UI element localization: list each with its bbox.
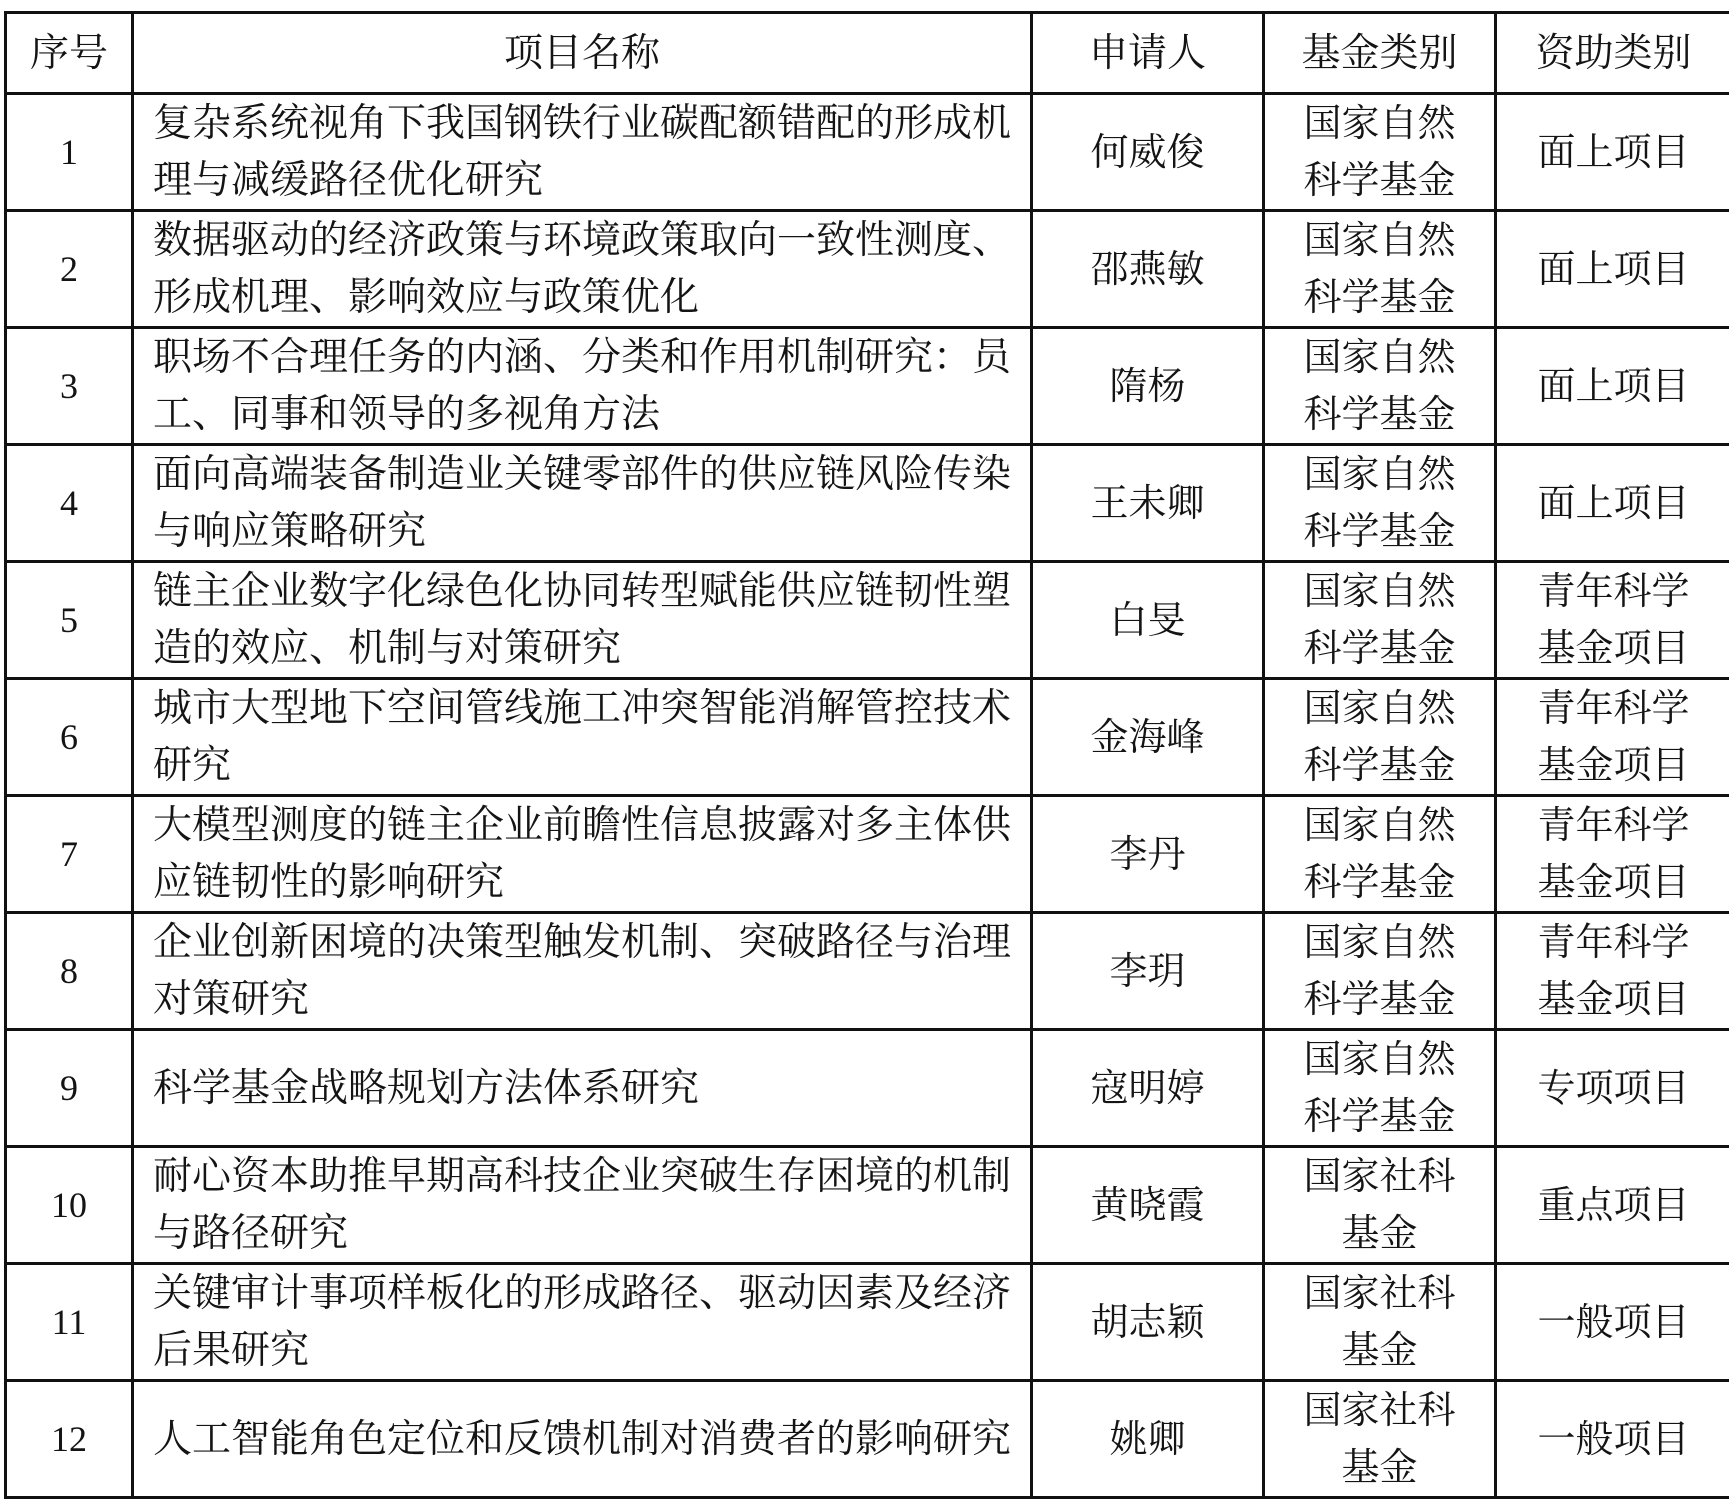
cell-project-name: 数据驱动的经济政策与环境政策取向一致性测度、形成机理、影响效应与政策优化 — [133, 211, 1032, 328]
table-row — [6, 445, 1729, 562]
funding-type-text: 重点项目 — [1537, 1182, 1690, 1227]
cell-funding-type — [1496, 328, 1729, 445]
header-fund-category: 基金类别 — [1264, 13, 1496, 94]
fund-category-text: 国家社科基金 — [1303, 1271, 1456, 1372]
cell-serial-number: 10 — [6, 1147, 133, 1264]
header-row — [6, 13, 1729, 94]
funding-type-text: 面上项目 — [1537, 480, 1690, 525]
cell-fund-category — [1264, 679, 1496, 796]
cell-serial-number: 9 — [6, 1030, 133, 1147]
cell-applicant: 隋杨 — [1032, 328, 1264, 445]
cell-fund-category — [1264, 1264, 1496, 1381]
cell-serial-number: 6 — [6, 679, 133, 796]
table-row — [6, 1030, 1729, 1147]
cell-funding-type — [1496, 1147, 1729, 1264]
table-row — [6, 1381, 1729, 1498]
cell-fund-category — [1264, 1030, 1496, 1147]
cell-serial-number: 12 — [6, 1381, 133, 1498]
cell-applicant: 邵燕敏 — [1032, 211, 1264, 328]
funding-type-text: 一般项目 — [1537, 1299, 1690, 1344]
fund-category-text: 国家社科基金 — [1303, 1388, 1456, 1489]
fund-category-text: 国家自然科学基金 — [1303, 452, 1456, 553]
table-row — [6, 913, 1729, 1030]
cell-funding-type — [1496, 796, 1729, 913]
fund-category-text: 国家社科基金 — [1303, 1154, 1456, 1255]
cell-serial-number: 4 — [6, 445, 133, 562]
cell-fund-category — [1264, 94, 1496, 211]
cell-fund-category — [1264, 562, 1496, 679]
cell-project-name: 科学基金战略规划方法体系研究 — [133, 1030, 1032, 1147]
fund-category-text: 国家自然科学基金 — [1303, 569, 1456, 670]
table-row — [6, 1147, 1729, 1264]
cell-fund-category — [1264, 796, 1496, 913]
cell-applicant: 胡志颖 — [1032, 1264, 1264, 1381]
table-row — [6, 679, 1729, 796]
cell-applicant: 寇明婷 — [1032, 1030, 1264, 1147]
header-applicant: 申请人 — [1032, 13, 1264, 94]
fund-category-text: 国家自然科学基金 — [1303, 803, 1456, 904]
cell-serial-number: 1 — [6, 94, 133, 211]
cell-fund-category — [1264, 1381, 1496, 1498]
cell-project-name: 关键审计事项样板化的形成路径、驱动因素及经济后果研究 — [133, 1264, 1032, 1381]
cell-applicant: 黄晓霞 — [1032, 1147, 1264, 1264]
header-project-name: 项目名称 — [133, 13, 1032, 94]
table-row — [6, 562, 1729, 679]
funding-type-text: 青年科学基金项目 — [1537, 803, 1690, 904]
cell-applicant: 王未卿 — [1032, 445, 1264, 562]
funding-type-text: 面上项目 — [1537, 129, 1690, 174]
cell-funding-type — [1496, 1381, 1729, 1498]
table-row — [6, 328, 1729, 445]
table-row — [6, 211, 1729, 328]
cell-serial-number: 3 — [6, 328, 133, 445]
cell-applicant: 姚卿 — [1032, 1381, 1264, 1498]
cell-serial-number: 7 — [6, 796, 133, 913]
header-serial-number: 序号 — [6, 13, 133, 94]
cell-applicant: 李玥 — [1032, 913, 1264, 1030]
cell-funding-type — [1496, 1264, 1729, 1381]
cell-fund-category — [1264, 445, 1496, 562]
fund-category-text: 国家自然科学基金 — [1303, 920, 1456, 1021]
cell-fund-category — [1264, 211, 1496, 328]
funding-type-text: 专项项目 — [1537, 1065, 1690, 1110]
cell-fund-category — [1264, 913, 1496, 1030]
table-row — [6, 1264, 1729, 1381]
cell-project-name: 职场不合理任务的内涵、分类和作用机制研究：员工、同事和领导的多视角方法 — [133, 328, 1032, 445]
cell-project-name: 城市大型地下空间管线施工冲突智能消解管控技术研究 — [133, 679, 1032, 796]
cell-fund-category — [1264, 1147, 1496, 1264]
cell-applicant: 金海峰 — [1032, 679, 1264, 796]
cell-fund-category — [1264, 328, 1496, 445]
cell-project-name: 人工智能角色定位和反馈机制对消费者的影响研究 — [133, 1381, 1032, 1498]
cell-project-name: 耐心资本助推早期高科技企业突破生存困境的机制与路径研究 — [133, 1147, 1032, 1264]
cell-project-name: 企业创新困境的决策型触发机制、突破路径与治理对策研究 — [133, 913, 1032, 1030]
fund-category-text: 国家自然科学基金 — [1303, 335, 1456, 436]
header-funding-type: 资助类别 — [1496, 13, 1729, 94]
funding-type-text: 青年科学基金项目 — [1537, 920, 1690, 1021]
funding-type-text: 面上项目 — [1537, 363, 1690, 408]
fund-category-text: 国家自然科学基金 — [1303, 686, 1456, 787]
cell-project-name: 复杂系统视角下我国钢铁行业碳配额错配的形成机理与减缓路径优化研究 — [133, 94, 1032, 211]
table-row — [6, 796, 1729, 913]
table-row — [6, 94, 1729, 211]
cell-serial-number: 11 — [6, 1264, 133, 1381]
cell-project-name: 大模型测度的链主企业前瞻性信息披露对多主体供应链韧性的影响研究 — [133, 796, 1032, 913]
cell-applicant: 李丹 — [1032, 796, 1264, 913]
cell-project-name: 链主企业数字化绿色化协同转型赋能供应链韧性塑造的效应、机制与对策研究 — [133, 562, 1032, 679]
cell-funding-type — [1496, 562, 1729, 679]
cell-funding-type — [1496, 211, 1729, 328]
grant-projects-table — [4, 11, 1729, 1499]
cell-project-name: 面向高端装备制造业关键零部件的供应链风险传染与响应策略研究 — [133, 445, 1032, 562]
cell-serial-number: 5 — [6, 562, 133, 679]
funding-type-text: 青年科学基金项目 — [1537, 686, 1690, 787]
funding-type-text: 面上项目 — [1537, 246, 1690, 291]
fund-category-text: 国家自然科学基金 — [1303, 101, 1456, 202]
cell-applicant: 何威俊 — [1032, 94, 1264, 211]
cell-funding-type — [1496, 1030, 1729, 1147]
funding-type-text: 一般项目 — [1537, 1416, 1690, 1461]
cell-applicant: 白旻 — [1032, 562, 1264, 679]
cell-funding-type — [1496, 94, 1729, 211]
cell-funding-type — [1496, 913, 1729, 1030]
cell-serial-number: 2 — [6, 211, 133, 328]
cell-funding-type — [1496, 679, 1729, 796]
funding-type-text: 青年科学基金项目 — [1537, 569, 1690, 670]
fund-category-text: 国家自然科学基金 — [1303, 1037, 1456, 1138]
cell-funding-type — [1496, 445, 1729, 562]
cell-serial-number: 8 — [6, 913, 133, 1030]
fund-category-text: 国家自然科学基金 — [1303, 218, 1456, 319]
